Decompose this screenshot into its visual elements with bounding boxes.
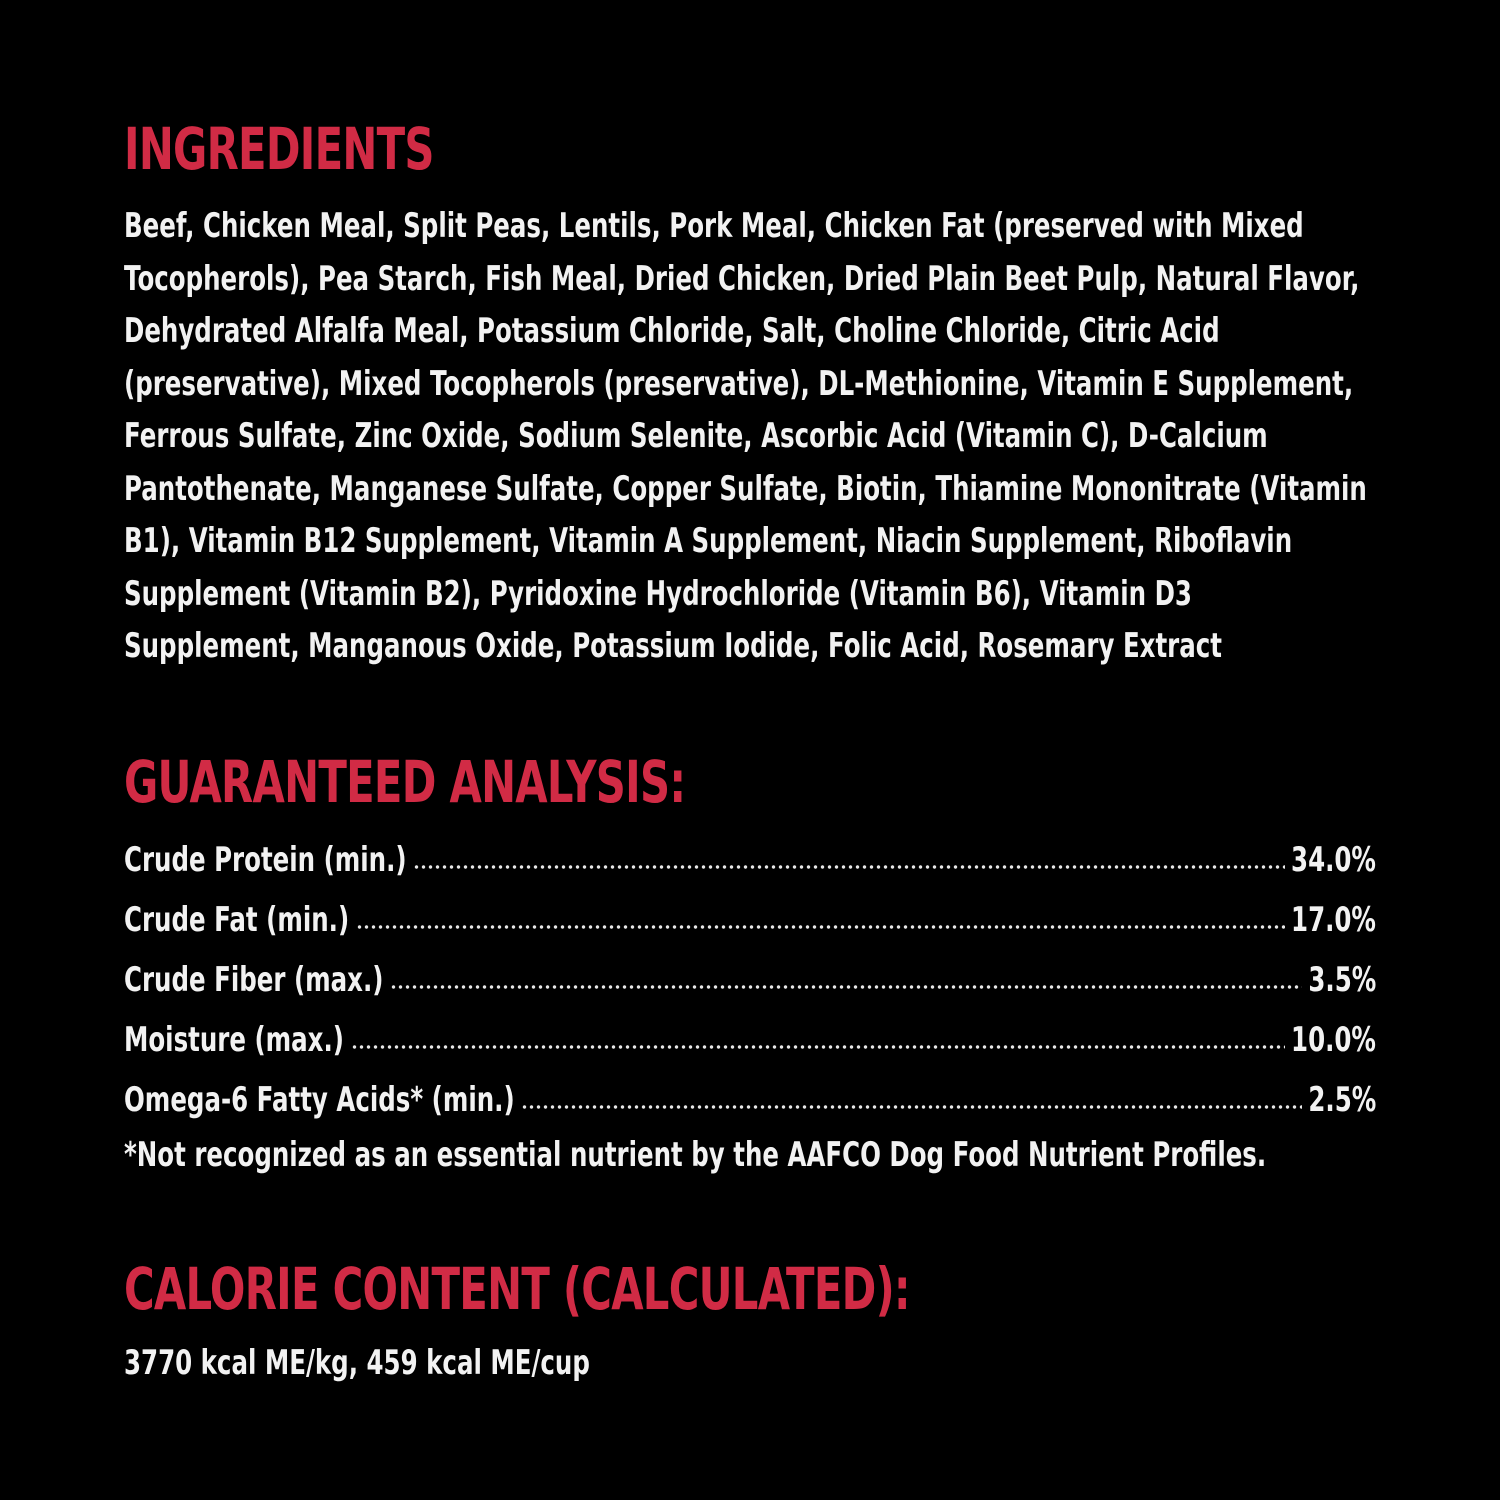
analysis-label-box: [124, 900, 350, 940]
analysis-label: Crude Fiber (max.): [124, 960, 384, 1000]
analysis-value-box: [1291, 1020, 1376, 1060]
dot-leader: [351, 1044, 1285, 1050]
analysis-value: 10.0%: [1291, 1020, 1376, 1060]
analysis-row-crude-fiber: [124, 950, 1376, 1010]
guaranteed-analysis-heading: GUARANTEED ANALYSIS:: [124, 748, 686, 816]
analysis-value-box: [1291, 840, 1376, 880]
dot-leader: [390, 984, 1302, 990]
analysis-value-box: [1308, 1080, 1376, 1120]
analysis-row-crude-protein: [124, 830, 1376, 890]
analysis-label: Omega-6 Fatty Acids* (min.): [124, 1080, 515, 1120]
dot-leader: [356, 924, 1285, 930]
analysis-value: 34.0%: [1291, 840, 1376, 880]
calorie-content-text: 3770 kcal ME/kg, 459 kcal ME/cup: [124, 1343, 590, 1383]
analysis-label-box: [124, 1020, 345, 1060]
dot-leader: [413, 864, 1285, 870]
guaranteed-analysis-table: [124, 830, 1376, 1130]
analysis-row-omega-6: [124, 1070, 1376, 1130]
calorie-content-heading: CALORIE CONTENT (CALCULATED):: [124, 1255, 910, 1323]
ingredients-block: [124, 200, 1374, 680]
analysis-value: 2.5%: [1308, 1080, 1376, 1120]
analysis-label: Moisture (max.): [124, 1020, 344, 1060]
analysis-footnote: *Not recognized as an essential nutrient by the AAFCO Dog Food Nutrient Profiles.: [124, 1135, 1267, 1175]
analysis-label-box: [124, 1080, 515, 1120]
analysis-row-moisture: [124, 1010, 1376, 1070]
analysis-row-crude-fat: [124, 890, 1376, 950]
analysis-value: 3.5%: [1308, 960, 1376, 1000]
analysis-label: Crude Fat (min.): [124, 900, 350, 940]
ingredients-heading: INGREDIENTS: [124, 115, 434, 183]
analysis-value-box: [1308, 960, 1376, 1000]
analysis-value: 17.0%: [1291, 900, 1376, 940]
analysis-label: Crude Protein (min.): [124, 840, 407, 880]
analysis-label-box: [124, 960, 384, 1000]
analysis-label-box: [124, 840, 407, 880]
analysis-value-box: [1291, 900, 1376, 940]
dot-leader: [521, 1104, 1302, 1110]
ingredients-text: Beef, Chicken Meal, Split Peas, Lentils, Pork Meal, Chicken Fat (preserved with Mixed Tocopherols), Pea Starch, Fish Meal, Dried Chicken, Dried Plain Beet Pulp, Natural Flavor, Dehydrated Alfalfa Meal, Potassium Chloride, Salt, Choline Chloride, Citric Acid (preservative), Mixed Tocopherols (preservative), DL-Methionine, Vitamin E Supplement, Ferrous Sulfate, Zinc Oxide, Sodium Selenite, Ascorbic Acid (Vitamin C), D-Calcium Pantothenate, Manganese Sulfate, Copper Sulfate, Biotin, Thiamine Mononitrate (Vitamin B1), Vitamin B12 Supplement, Vitamin A Supplement, Niacin Supplement, Riboflavin Supplement (Vitamin B2), Pyridoxine Hydrochloride (Vitamin B6), Vitamin D3 Supplement, Manganous Oxide, Potassium Iodide, Folic Acid, Rosemary Extract: [124, 206, 1367, 666]
